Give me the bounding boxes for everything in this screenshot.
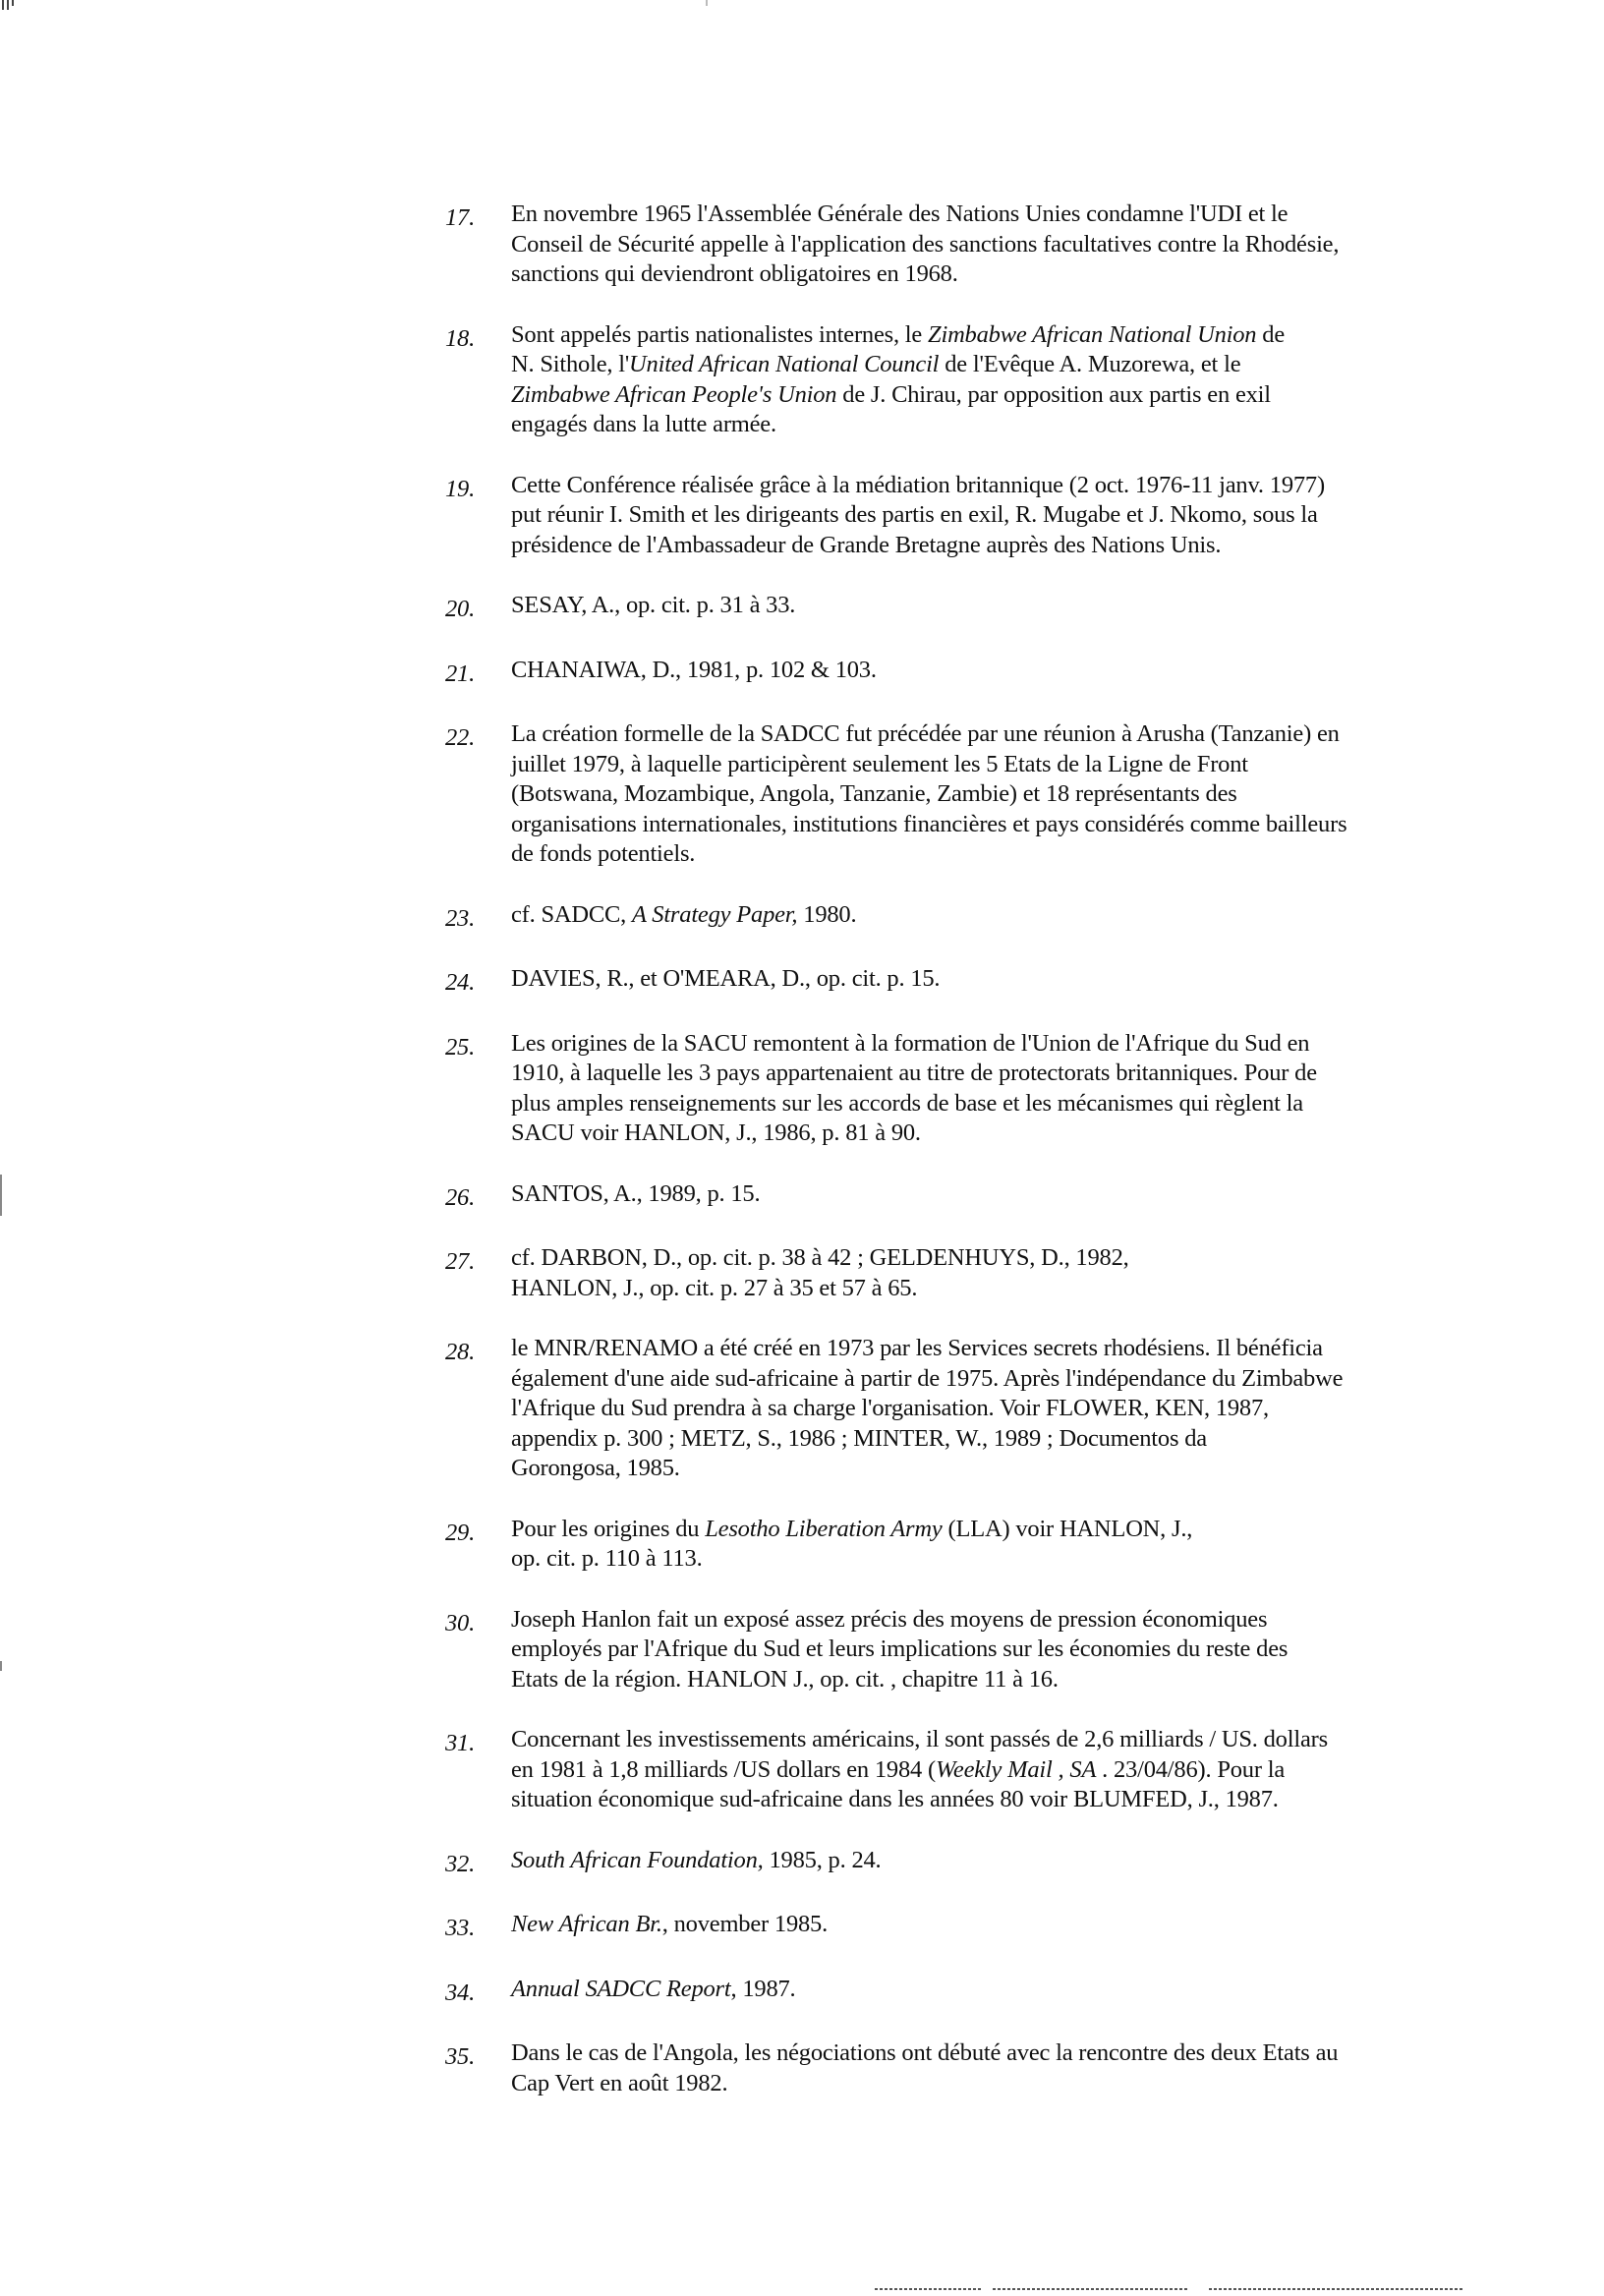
endnote-line xyxy=(511,230,1487,260)
text-segment: SACU voir HANLON, J., 1986, p. 81 à 90. xyxy=(511,1119,921,1146)
text-segment: Dans le cas de l'Angola, les négociations ont débuté avec la rencontre des deux Etats au xyxy=(511,2039,1339,2066)
text-segment: 1980. xyxy=(797,900,857,928)
scan-corner-mark xyxy=(2,0,28,12)
endnote-text xyxy=(511,719,1487,870)
endnote-text xyxy=(511,591,1487,621)
text-segment: HANLON, J., op. cit. p. 27 à 35 et 57 à 65. xyxy=(511,1274,918,1301)
endnote-line xyxy=(511,779,1487,810)
endnote xyxy=(445,1179,1487,1214)
italic-title: New African Br. xyxy=(511,1911,662,1937)
text-segment: . 23/04/86). Pour la xyxy=(1096,1755,1286,1783)
endnote-line xyxy=(511,320,1487,351)
endnote-number: 34. xyxy=(445,1979,476,2006)
endnote-text xyxy=(511,1975,1487,2005)
text-segment: de J. Chirau, par opposition aux partis en exil xyxy=(836,380,1271,408)
endnote-line xyxy=(511,2069,1487,2099)
endnote-line xyxy=(511,410,1487,440)
endnote-text xyxy=(511,200,1487,290)
scan-edge-mark xyxy=(0,1661,2,1671)
endnote-text xyxy=(511,1029,1487,1149)
text-segment: op. cit. p. 110 à 113. xyxy=(511,1545,703,1572)
text-segment: Etats de la région. HANLON J., op. cit. , chapitre 11 à 16. xyxy=(511,1665,1059,1693)
scan-bottom-mark xyxy=(875,2288,983,2290)
endnote-number: 28. xyxy=(445,1339,476,1365)
text-segment: appendix p. 300 ; METZ, S., 1986 ; MINTER, W., 1989 ; Documentos da xyxy=(511,1424,1207,1452)
endnote-number: 21. xyxy=(445,660,476,687)
italic-title: United African National Council xyxy=(629,351,940,377)
endnote xyxy=(445,964,1487,999)
endnote-number: 33. xyxy=(445,1915,476,1941)
text-segment: SESAY, A., op. cit. p. 31 à 33. xyxy=(511,592,796,618)
endnote-line xyxy=(511,2038,1487,2069)
text-segment: situation économique sud-africaine dans les années 80 voir BLUMFED, J., 1987. xyxy=(511,1786,1279,1812)
text-segment: 1985, p. 24. xyxy=(763,1846,882,1873)
text-segment: Cap Vert en août 1982. xyxy=(511,2069,728,2096)
endnote-text xyxy=(511,1334,1487,1484)
endnote-text xyxy=(511,1179,1487,1210)
text-segment: CHANAIWA, D., 1981, p. 102 & 103. xyxy=(511,656,877,683)
endnote-line xyxy=(511,1029,1487,1060)
endnote-line xyxy=(511,1846,1487,1876)
endnote-number: 30. xyxy=(445,1609,476,1636)
text-segment: l'Afrique du Sud prendra à sa charge l'organisation. Voir FLOWER, KEN, 1987, xyxy=(511,1395,1269,1421)
endnote xyxy=(445,1515,1487,1575)
text-segment: présidence de l'Ambassadeur de Grande Bretagne auprès des Nations Unis. xyxy=(511,531,1222,558)
endnote xyxy=(445,1029,1487,1149)
endnote-line xyxy=(511,1364,1487,1395)
endnote xyxy=(445,200,1487,290)
text-segment: Joseph Hanlon fait un exposé assez précis des moyens de pression économiques xyxy=(511,1605,1268,1633)
endnote-number: 18. xyxy=(445,324,476,352)
endnote-line xyxy=(511,471,1487,501)
endnote-number: 17. xyxy=(445,204,476,231)
endnote-line xyxy=(511,1059,1487,1089)
endnote-line xyxy=(511,1274,1487,1304)
endnote-line xyxy=(511,350,1487,380)
text-segment: Gorongosa, 1985. xyxy=(511,1455,680,1481)
endnote-text xyxy=(511,964,1487,995)
text-segment: Les origines de la SACU remontent à la formation de l'Union de l'Afrique du Sud en xyxy=(511,1029,1310,1057)
endnote-line xyxy=(511,531,1487,561)
endnote xyxy=(445,719,1487,870)
endnote-text xyxy=(511,471,1487,561)
scan-dot xyxy=(706,0,708,6)
endnote xyxy=(445,900,1487,935)
text-segment: employés par l'Afrique du Sud et leurs implications sur les économies du reste des xyxy=(511,1636,1289,1662)
endnote xyxy=(445,1243,1487,1303)
text-segment: En novembre 1965 l'Assemblée Générale des Nations Unies condamne l'UDI et le xyxy=(511,201,1289,227)
endnote-number: 22. xyxy=(445,724,476,751)
italic-title: Zimbabwe African People's Union xyxy=(511,380,837,408)
endnote-number: 26. xyxy=(445,1183,476,1211)
text-segment: le MNR/RENAMO a été créé en 1973 par les Services secrets rhodésiens. Il bénéficia xyxy=(511,1335,1323,1361)
text-segment: Sont appelés partis nationalistes internes, le xyxy=(511,320,929,348)
endnote xyxy=(445,1910,1487,1944)
text-segment: , 1987. xyxy=(730,1975,796,2002)
endnote xyxy=(445,591,1487,625)
italic-title: A Strategy Paper, xyxy=(632,900,798,928)
endnote-line xyxy=(511,1454,1487,1484)
text-segment: (Botswana, Mozambique, Angola, Tanzanie, Zambie) et 18 représentants des xyxy=(511,780,1237,807)
text-segment: Pour les origines du xyxy=(511,1515,706,1542)
endnote-line xyxy=(511,1243,1487,1274)
endnote-number: 19. xyxy=(445,475,476,502)
endnote-text xyxy=(511,1846,1487,1876)
italic-title: South African Foundation, xyxy=(511,1846,764,1873)
text-segment: sanctions qui deviendront obligatoires en 1968. xyxy=(511,260,958,287)
italic-title: Zimbabwe African National Union xyxy=(928,320,1257,348)
text-segment: (LLA) voir HANLON, J., xyxy=(942,1515,1193,1542)
endnote-text xyxy=(511,2038,1487,2098)
endnote-line xyxy=(511,1785,1487,1815)
text-segment: organisations internationales, institutions financières et pays considérés comme bailleurs xyxy=(511,810,1347,837)
endnote xyxy=(445,1975,1487,2009)
endnote xyxy=(445,656,1487,690)
text-segment: Concernant les investissements américains, il sont passés de 2,6 milliards / US. dollars xyxy=(511,1726,1328,1752)
endnote xyxy=(445,1605,1487,1695)
endnote-text xyxy=(511,656,1487,686)
endnote-line xyxy=(511,1424,1487,1455)
endnote-line xyxy=(511,900,1487,931)
endnote-line xyxy=(511,1179,1487,1210)
text-segment: cf. DARBON, D., op. cit. p. 38 à 42 ; GELDENHUYS, D., 1982, xyxy=(511,1244,1129,1271)
endnote-text xyxy=(511,1605,1487,1695)
italic-title: Lesotho Liberation Army xyxy=(705,1515,943,1542)
endnote-line xyxy=(511,810,1487,840)
endnote-number: 23. xyxy=(445,904,476,932)
text-segment: de xyxy=(1256,320,1286,348)
text-segment: 1910, à laquelle les 3 pays appartenaient au titre de protectorats britanniques. Pour de xyxy=(511,1060,1317,1086)
endnote-line xyxy=(511,1089,1487,1119)
endnote-line xyxy=(511,1635,1487,1665)
endnote-line xyxy=(511,1515,1487,1545)
endnote-line xyxy=(511,750,1487,780)
endnote-line xyxy=(511,1605,1487,1636)
endnote-text xyxy=(511,1243,1487,1303)
text-segment: put réunir I. Smith et les dirigeants des partis en exil, R. Mugabe et J. Nkomo, sous la xyxy=(511,501,1318,528)
endnote-line xyxy=(511,1334,1487,1364)
endnote-text xyxy=(511,1910,1487,1940)
text-segment: en 1981 à 1,8 milliards /US dollars en 1984 ( xyxy=(511,1755,936,1783)
text-segment: cf. SADCC, xyxy=(511,900,633,928)
endnote-line xyxy=(511,1665,1487,1695)
text-segment: juillet 1979, à laquelle participèrent seulement les 5 Etats de la Ligne de Front xyxy=(511,750,1248,777)
endnote xyxy=(445,1334,1487,1484)
endnote-number: 20. xyxy=(445,596,476,622)
text-segment: Conseil de Sécurité appelle à l'application des sanctions facultatives contre la Rhodésie, xyxy=(511,230,1340,258)
endnote-number: 29. xyxy=(445,1519,476,1546)
endnote-number: 35. xyxy=(445,2043,476,2070)
endnote-text xyxy=(511,1515,1487,1575)
text-segment: N. Sithole, l' xyxy=(511,351,630,377)
endnote-line xyxy=(511,1910,1487,1940)
endnote-line xyxy=(511,1119,1487,1149)
text-segment: SANTOS, A., 1989, p. 15. xyxy=(511,1179,761,1207)
endnote-line xyxy=(511,1725,1487,1755)
endnote xyxy=(445,1846,1487,1880)
endnote-line xyxy=(511,200,1487,230)
endnote-line xyxy=(511,591,1487,621)
endnote-line xyxy=(511,1755,1487,1786)
endnote-number: 27. xyxy=(445,1248,476,1275)
endnote-text xyxy=(511,1725,1487,1815)
endnote-line xyxy=(511,656,1487,686)
endnote-number: 24. xyxy=(445,969,476,996)
italic-title: Weekly Mail , SA xyxy=(935,1755,1097,1783)
text-segment: de l'Evêque A. Muzorewa, et le xyxy=(939,351,1241,377)
text-segment: de fonds potentiels. xyxy=(511,840,696,867)
endnote-line xyxy=(511,259,1487,290)
scan-bottom-mark xyxy=(1209,2288,1464,2290)
scan-edge-mark xyxy=(0,1175,2,1216)
italic-title: Annual SADCC Report xyxy=(511,1975,731,2002)
endnote-line xyxy=(511,964,1487,995)
endnote-number: 32. xyxy=(445,1850,476,1877)
endnote xyxy=(445,2038,1487,2098)
endnote-line xyxy=(511,719,1487,750)
text-segment: DAVIES, R., et O'MEARA, D., op. cit. p. 15. xyxy=(511,965,941,992)
endnote-line xyxy=(511,1544,1487,1575)
endnote-line xyxy=(511,1975,1487,2005)
endnote-number: 25. xyxy=(445,1033,476,1061)
endnote xyxy=(445,320,1487,440)
text-segment: , november 1985. xyxy=(661,1911,829,1937)
text-segment: La création formelle de la SADCC fut précédée par une réunion à Arusha (Tanzanie) en xyxy=(511,720,1340,747)
text-segment: Cette Conférence réalisée grâce à la médiation britannique (2 oct. 1976-11 janv. 1977) xyxy=(511,471,1325,498)
endnotes-list xyxy=(445,200,1487,2098)
endnote-line xyxy=(511,380,1487,411)
endnote-text xyxy=(511,900,1487,931)
endnote xyxy=(445,1725,1487,1815)
endnote-line xyxy=(511,500,1487,531)
endnote-line xyxy=(511,839,1487,870)
text-segment: également d'une aide sud-africaine à partir de 1975. Après l'indépendance du Zimbabwe xyxy=(511,1364,1344,1392)
text-segment: plus amples renseignements sur les accords de base et les mécanismes qui règlent la xyxy=(511,1089,1303,1117)
endnote-number: 31. xyxy=(445,1730,476,1756)
text-segment: engagés dans la lutte armée. xyxy=(511,411,776,437)
endnote-text xyxy=(511,320,1487,440)
scan-bottom-mark xyxy=(993,2288,1189,2290)
endnote-line xyxy=(511,1394,1487,1424)
endnote xyxy=(445,471,1487,561)
